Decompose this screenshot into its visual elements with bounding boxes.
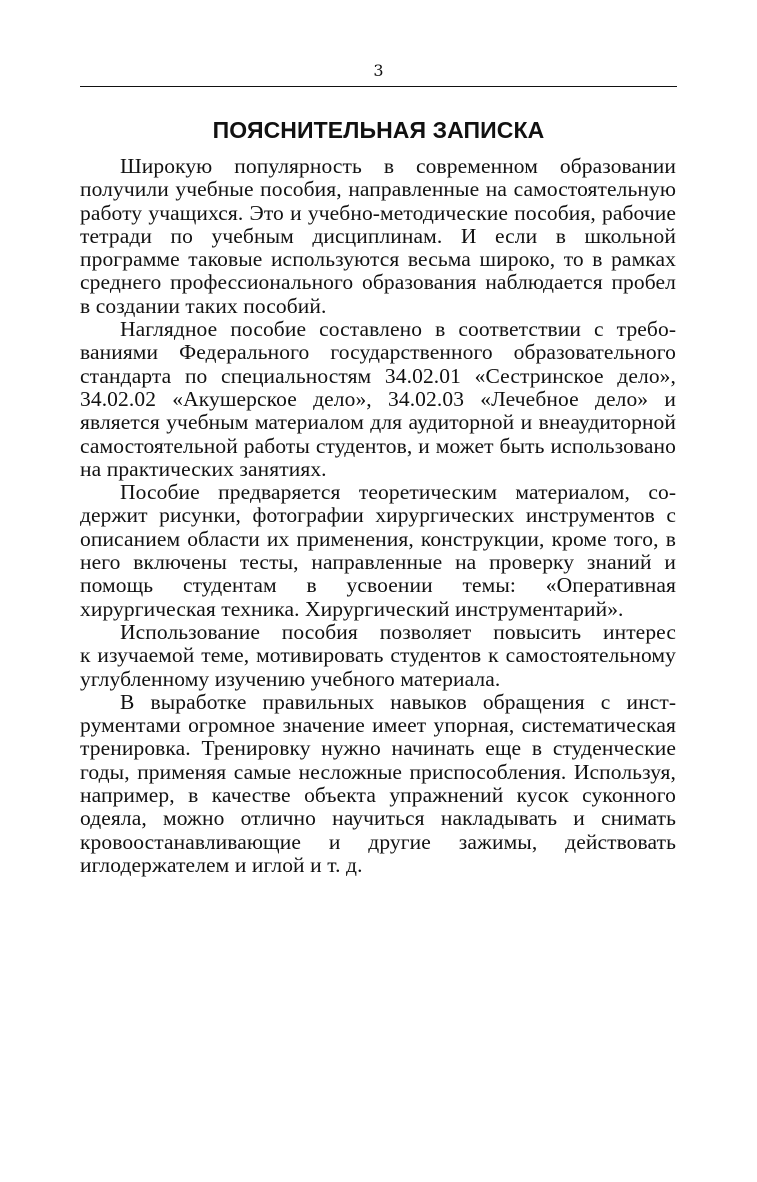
paragraph-4: Использование пособия позволяет повысить интерес к изучаемой теме, мотивировать студентов к самостоятельному углубленному изучению учебного материала.: [80, 619, 676, 691]
page-number: 3: [373, 61, 384, 80]
paragraph-5: В выработке правильных навыков обращения с инструментами огромное значение имеет упорная, систематическая тренировка. Тренировку нужно начинать еще в студенческие годы, применяя самые несложные приспособления. Используя, например, в качестве объекта упражнений кусок суконного одеяла, можно отлично научиться накладывать и снимать кровоостанавливающие и другие зажимы, действовать иглодержателем и иглой и т. д.: [80, 689, 676, 877]
page-title: ПОЯСНИТЕЛЬНАЯ ЗАПИСКА: [212, 117, 545, 143]
paragraph-1: Широкую популярность в современном образовании получили учебные пособия, направленные на самостоятельную работу учащихся. Это и учебно-методические пособия, рабочие тетради по учебным дисциплинам. И если в школьной программе таковые используются весьма широко, то в рамках среднего профессионального образования наблюдается пробел в создании таких пособий.: [80, 154, 676, 318]
running-header: [80, 58, 677, 87]
paragraph-2: Наглядное пособие составлено в соответствии с требованиями Федерального государственного образовательного стандарта по специальностям 34.02.01 «Сестринское дело», 34.02.02 «Акушерское дело», 34.02.03 «Лечебное дело» и является учебным материалом для аудиторной и внеаудиторной самостоятельной работы студентов, и может быть использовано на практических занятиях.: [80, 317, 676, 481]
paragraph-3: Пособие предваряется теоретическим материалом, содержит рисунки, фотографии хирургических инструментов с описанием области их применения, конструкции, кроме того, в него включены тесты, направленные на проверку знаний и помощь студентам в усвоении темы: «Оперативная хирургическая техника. Хирургический инструментарий».: [80, 480, 676, 621]
body-text: [80, 155, 676, 877]
